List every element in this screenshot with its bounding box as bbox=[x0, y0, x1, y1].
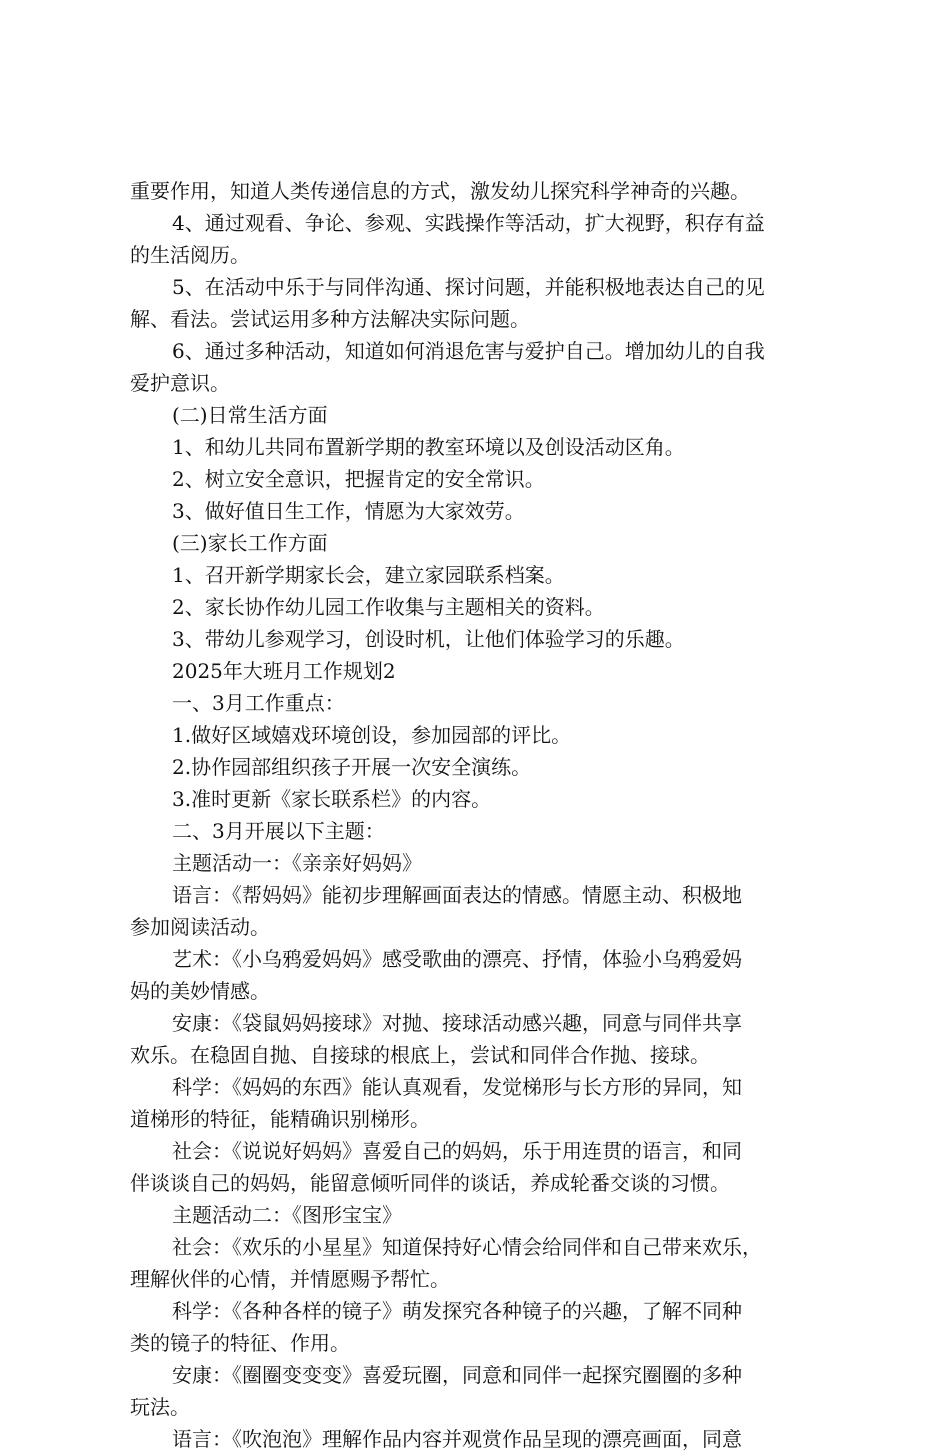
text-line: 理解伙伴的心情，并情愿赐予帮忙。 bbox=[130, 1267, 450, 1291]
text-line: (三)家长工作方面 bbox=[172, 531, 328, 555]
text-line: 二、3月开展以下主题： bbox=[172, 819, 385, 843]
text-line: 主题活动二：《图形宝宝》 bbox=[172, 1203, 402, 1227]
text-line: 一、3月工作重点： bbox=[172, 691, 345, 715]
text-line: 类的镜子的特征、作用。 bbox=[130, 1331, 350, 1355]
text-line: 3、带幼儿参观学习，创设时机，让他们体验学习的乐趣。 bbox=[172, 627, 685, 651]
text-line: 参加阅读活动。 bbox=[130, 915, 270, 939]
text-line: 社会：《说说好妈妈》喜爱自己的妈妈，乐于用连贯的语言，和同 bbox=[172, 1139, 742, 1163]
text-line: 4、通过观看、争论、参观、实践操作等活动，扩大视野，积存有益 bbox=[172, 211, 765, 235]
text-line: 重要作用，知道人类传递信息的方式，激发幼儿探究科学神奇的兴趣。 bbox=[130, 179, 750, 203]
text-line: 欢乐。在稳固自抛、自接球的根底上，尝试和同伴合作抛、接球。 bbox=[130, 1043, 710, 1067]
text-line: 解、看法。尝试运用多种方法解决实际问题。 bbox=[130, 307, 530, 331]
text-line: 3.准时更新《家长联系栏》的内容。 bbox=[172, 787, 492, 811]
text-line: 语言：《帮妈妈》能初步理解画面表达的情感。情愿主动、积极地 bbox=[172, 883, 742, 907]
text-line: 爱护意识。 bbox=[130, 371, 230, 395]
text-line: 科学：《各种各样的镜子》萌发探究各种镜子的兴趣，了解不同种 bbox=[172, 1299, 742, 1323]
text-line: 3、做好值日生工作，情愿为大家效劳。 bbox=[172, 499, 525, 523]
text-line: 1.做好区域嬉戏环境创设，参加园部的评比。 bbox=[172, 723, 572, 747]
text-line: 玩法。 bbox=[130, 1395, 190, 1419]
text-line: 1、和幼儿共同布置新学期的教室环境以及创设活动区角。 bbox=[172, 435, 685, 459]
text-line: 5、在活动中乐于与同伴沟通、探讨问题，并能积极地表达自己的见 bbox=[172, 275, 765, 299]
text-line: 1、召开新学期家长会，建立家园联系档案。 bbox=[172, 563, 565, 587]
text-line: 主题活动一：《亲亲好妈妈》 bbox=[172, 851, 422, 875]
text-line: 伴谈谈自己的妈妈，能留意倾听同伴的谈话，养成轮番交谈的习惯。 bbox=[130, 1171, 730, 1195]
text-line: 的生活阅历。 bbox=[130, 243, 250, 267]
text-line: 2025年大班月工作规划2 bbox=[172, 659, 396, 683]
text-line: 2、家长协作幼儿园工作收集与主题相关的资料。 bbox=[172, 595, 605, 619]
text-line: 安康：《袋鼠妈妈接球》对抛、接球活动感兴趣，同意与同伴共享 bbox=[172, 1011, 742, 1035]
document-body bbox=[130, 175, 830, 1455]
text-line: 2.协作园部组织孩子开展一次安全演练。 bbox=[172, 755, 532, 779]
text-line: 艺术：《小乌鸦爱妈妈》感受歌曲的漂亮、抒情，体验小乌鸦爱妈 bbox=[172, 947, 742, 971]
text-line: 道梯形的特征，能精确识别梯形。 bbox=[130, 1107, 430, 1131]
text-line: (二)日常生活方面 bbox=[172, 403, 328, 427]
text-line: 6、通过多种活动，知道如何消退危害与爱护自己。增加幼儿的自我 bbox=[172, 339, 765, 363]
text-line: 语言：《吹泡泡》理解作品内容并观赏作品呈现的漂亮画面，同意 bbox=[172, 1427, 742, 1451]
text-line: 社会：《欢乐的小星星》知道保持好心情会给同伴和自己带来欢乐， bbox=[172, 1235, 762, 1259]
text-line: 安康：《圈圈变变变》喜爱玩圈，同意和同伴一起探究圈圈的多种 bbox=[172, 1363, 742, 1387]
text-line: 妈的美妙情感。 bbox=[130, 979, 270, 1003]
text-line: 科学：《妈妈的东西》能认真观看，发觉梯形与长方形的异同，知 bbox=[172, 1075, 742, 1099]
text-line: 2、树立安全意识，把握肯定的安全常识。 bbox=[172, 467, 545, 491]
